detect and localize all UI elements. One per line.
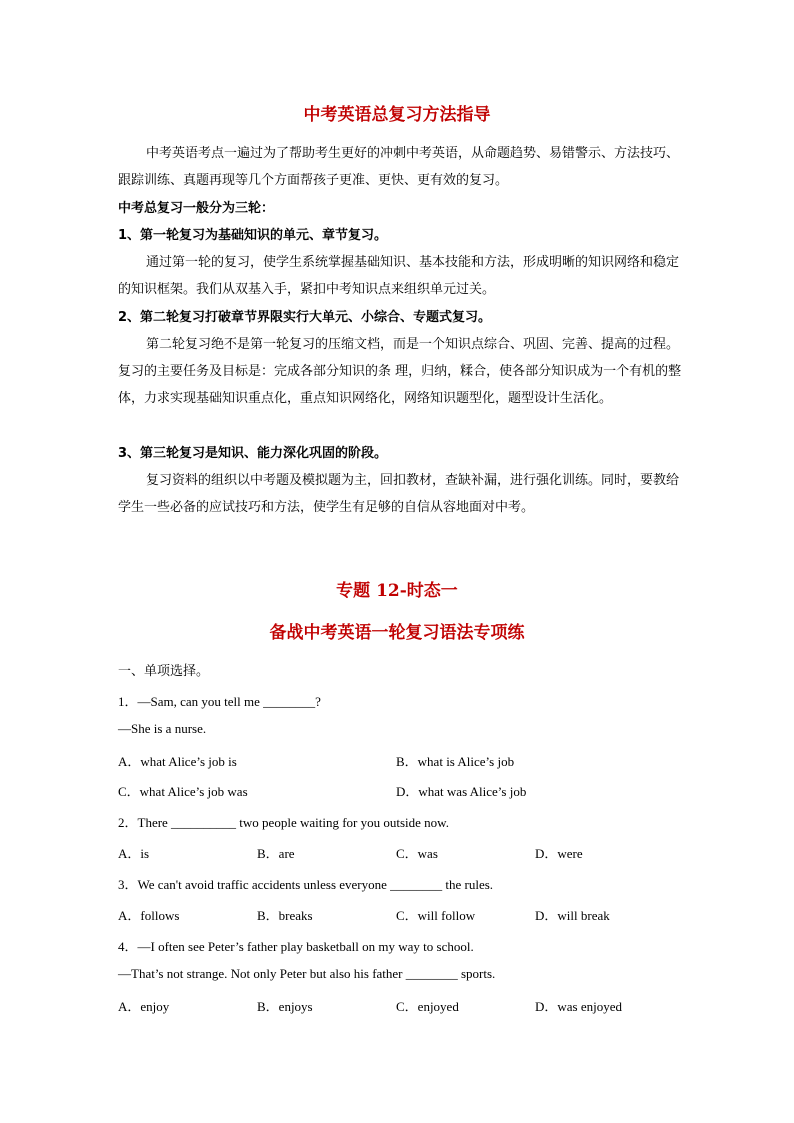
question-2-option-a: A．is [118, 846, 150, 861]
question-3-option-a: A．follows [118, 908, 180, 923]
question-1-option-d: D．what was Alice’s job [396, 784, 527, 799]
question-4-line-2: —That’s not strange. Not only Peter but also his father ________ sports. [118, 966, 496, 981]
question-4-option-a: A．enjoy [118, 999, 170, 1014]
question-1-option-b: B．what is Alice’s job [396, 754, 515, 769]
rounds-heading: 中考总复习一般分为三轮： [118, 201, 275, 216]
topic-title: 专题 12-时态一 [336, 581, 458, 601]
question-1-option-a: A．what Alice’s job is [118, 754, 237, 769]
question-3-option-b: B．breaks [257, 908, 313, 923]
question-1-line-1: 1．—Sam, can you tell me ________? [118, 694, 321, 709]
round1-heading: 1、第一轮复习为基础知识的单元、章节复习。 [118, 228, 388, 243]
question-4-option-c: C．enjoyed [396, 999, 459, 1014]
round2-heading: 2、第二轮复习打破章节界限实行大单元、小综合、专题式复习。 [118, 310, 492, 325]
question-2-option-c: C．was [396, 846, 438, 861]
question-2-line-1: 2．There __________ two people waiting for you outside now. [118, 815, 449, 830]
topic-subtitle: 备战中考英语一轮复习语法专项练 [269, 623, 525, 643]
section-heading: 一、单项选择。 [118, 664, 210, 679]
round2-text: 第二轮复习绝不是第一轮复习的压缩文档，而是一个知识点综合、巩固、完善、提高的过程。复习的主要任务及目标是：完成各部分知识的条 理，归纳，糅合，使各部分知识成为一个有机的整体，力求实现基础知识重点化，重点知识网络化，网络知识题型化，题型设计生活化。 [118, 337, 682, 406]
question-1-line-2: —She is a nurse. [118, 721, 207, 736]
question-4-line-1: 4．—I often see Peter’s father play basketball on my way to school. [118, 939, 474, 954]
question-4-option-d: D．was enjoyed [535, 999, 623, 1014]
question-3-line-1: 3．We can't avoid traffic accidents unless everyone ________ the rules. [118, 877, 494, 892]
round1-text: 通过第一轮的复习，使学生系统掌握基础知识、基本技能和方法，形成明晰的知识网络和稳定的知识框架。我们从双基入手，紧扣中考知识点来组织单元过关。 [118, 255, 680, 297]
question-1-option-c: C．what Alice’s job was [118, 784, 248, 799]
question-2-option-b: B．are [257, 846, 295, 861]
round3-heading: 3、第三轮复习是知识、能力深化巩固的阶段。 [118, 446, 388, 461]
round3-text: 复习资料的组织以中考题及模拟题为主，回扣教材，查缺补漏，进行强化训练。同时，要教给学生一些必备的应试技巧和方法，使学生有足够的自信从容地面对中考。 [118, 473, 680, 515]
question-4-option-b: B．enjoys [257, 999, 313, 1014]
guide-title: 中考英语总复习方法指导 [303, 105, 491, 125]
guide-intro: 中考英语考点一遍过为了帮助考生更好的冲刺中考英语，从命题趋势、易错警示、方法技巧、跟踪训练、真题再现等几个方面帮孩子更准、更快、更有效的复习。 [118, 146, 680, 188]
question-2-option-d: D．were [535, 846, 583, 861]
question-3-option-d: D．will break [535, 908, 610, 923]
question-3-option-c: C．will follow [396, 908, 476, 923]
